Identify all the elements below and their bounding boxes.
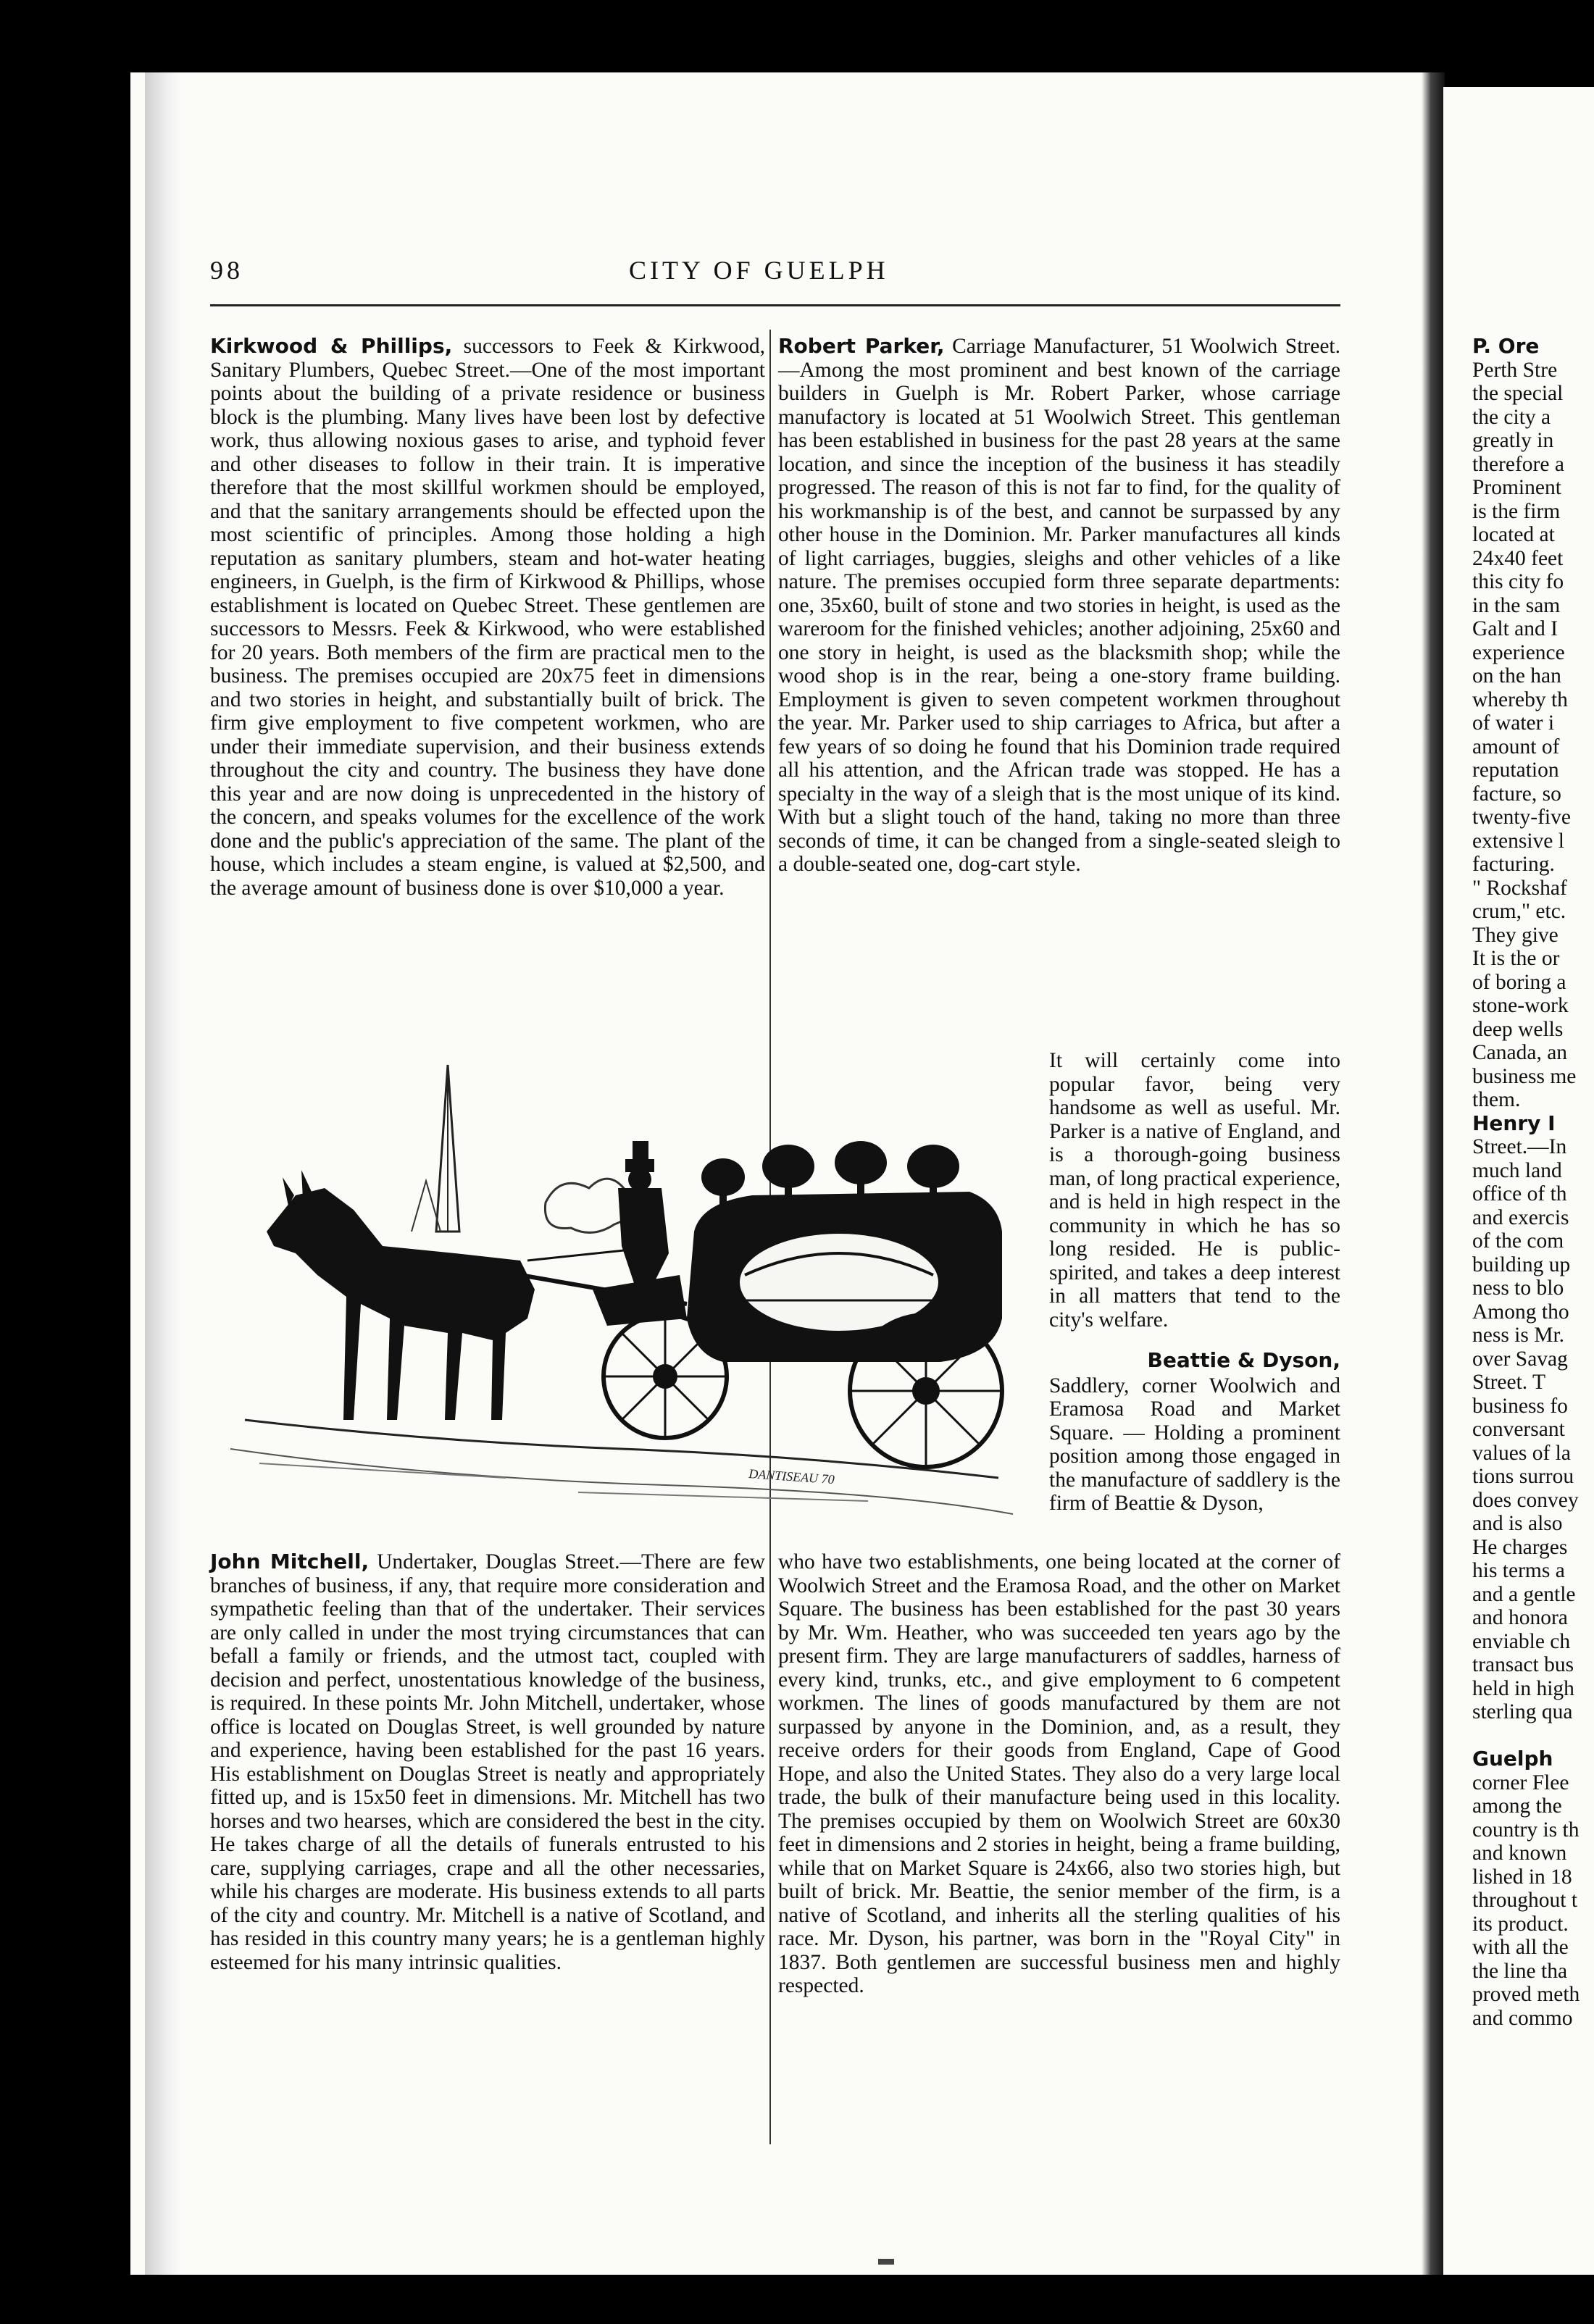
next-page-line: He charges xyxy=(1472,1535,1568,1559)
next-page-line: amount of xyxy=(1472,735,1560,758)
header-rule xyxy=(210,304,1340,306)
next-page-line: business fo xyxy=(1472,1394,1568,1418)
next-page-line: country is th xyxy=(1472,1818,1580,1842)
next-page-line: the city a xyxy=(1472,405,1551,429)
next-page-line: lished in 18 xyxy=(1472,1865,1572,1889)
next-page-line: greatly in xyxy=(1472,429,1554,452)
next-page-line: transact bus xyxy=(1472,1653,1574,1676)
next-page-line: the line tha xyxy=(1472,1959,1568,1983)
next-page-line: and exercis xyxy=(1472,1205,1569,1229)
hearse-engraving-illustration xyxy=(216,1014,1027,1536)
next-page-line: of the com xyxy=(1472,1229,1564,1253)
firm-name: Robert Parker, xyxy=(778,334,945,358)
next-page-line: them. xyxy=(1472,1088,1521,1111)
next-page-line: tions surrou xyxy=(1472,1465,1574,1488)
next-page-line: Galt and I xyxy=(1472,617,1558,640)
article-body: It will certainly come into popular favor, being very handsome as well as useful. Mr. Parker is a native of England, and is a thorough-going business man, of long practical experience, and is held in high respect in the community in which he has so long resided. He is public-spirited, and takes a deep interest in all matters that tend to the city's welfare. xyxy=(1049,1049,1340,1332)
next-page-line: 24x40 feet xyxy=(1472,546,1564,570)
engraver-signature: DANTISEAU 70 xyxy=(748,1466,835,1487)
next-page-line: It is the or xyxy=(1472,947,1560,970)
page-number: 98 xyxy=(210,256,243,285)
next-page-line xyxy=(1472,1724,1594,1748)
next-page-line: crum," etc. xyxy=(1472,900,1566,923)
page-left-edge xyxy=(145,72,181,2275)
article-body: Undertaker, Douglas Street.—There are few branches of business, if any, that require more consideration and sympathetic feeling than that of the undertaker. Their services are only called in under the most trying circumstances that can befall a family or friends, and the utmost tact, coupled with decision and perfect, unostentatious knowledge of the business, is required. In these points Mr. John Mitchell, undertaker, whose office is located on Douglas Street, is well grounded by nature and experience, having been established for the past 16 years. His establishment on Douglas Street is neatly and appropriately fitted up, and is 15x50 feet in dimensions. Mr. Mitchell has two horses and two hearses, which are considered the best in the city. He takes charge of all the details of funerals entrusted to his care, supplying carriages, crape and all the other necessaries, while his charges are moderate. His business extends to all parts of the city and country. Mr. Mitchell is a native of Scotland, and has resided in this country many years; he is a gentleman highly esteemed for his many intrinsic qualities. xyxy=(210,1550,765,1974)
next-page-line: on the han xyxy=(1472,664,1561,687)
next-page-fragment xyxy=(1443,87,1594,2275)
next-page-line: much land xyxy=(1472,1158,1562,1182)
next-page-line: experience xyxy=(1472,640,1565,664)
article-beattie-dyson-intro xyxy=(1049,1349,1340,1516)
next-page-line: Among tho xyxy=(1472,1300,1569,1324)
next-page-line: of boring a xyxy=(1472,970,1566,994)
next-page-line: held in high xyxy=(1472,1676,1574,1700)
next-page-line: enviable ch xyxy=(1472,1629,1571,1653)
next-page-line: Perth Stre xyxy=(1472,358,1558,382)
next-page-line: is the firm xyxy=(1472,499,1561,523)
article-body: who have two establishments, one being located at the corner of Woolwich Street and the Eramosa Road, and the other on Market Square. The business has been established for the past 30 years by Mr. Wm. Heather, who was succeeded ten years ago by the present firm. They are large manufacturers of saddles, harness of every kind, trunks, etc., and give employment to 6 competent workmen. The lines of goods manufactured by them are not surpassed by anyone in the Dominion, and, as a result, they receive orders for their goods from England, Cape of Good Hope, and also the United States. They also do a very large local trade, the bulk of their manufacture being used in this locality. The premises occupied by them on Woolwich Street are 60x30 feet in dimensions and 2 stories in height, being a frame building, while that on Market Square is 24x66, also two stories high, but built of brick. Mr. Beattie, the senior member of the firm, is a native of Scotland, and inherits all the sterling qualities of his race. Mr. Dyson, his partner, was born in the "Royal City" in 1837. Both gentlemen are successful business men and highly respected. xyxy=(778,1550,1340,1997)
next-page-line: building up xyxy=(1472,1253,1571,1276)
next-page-line: over Savag xyxy=(1472,1347,1568,1371)
next-page-line: deep wells xyxy=(1472,1017,1564,1041)
next-page-line: ness to blo xyxy=(1472,1276,1564,1300)
page-gutter xyxy=(1422,72,1445,2275)
next-page-line: and commo xyxy=(1472,2006,1573,2030)
article-robert-parker-continued xyxy=(1049,1049,1340,1332)
next-page-line: ness is Mr. xyxy=(1472,1324,1565,1347)
next-page-line: office of th xyxy=(1472,1182,1567,1205)
next-page-line: proved meth xyxy=(1472,1983,1580,2006)
article-robert-parker xyxy=(778,335,1340,877)
next-page-line: values of la xyxy=(1472,1441,1571,1465)
next-page-line: in the sam xyxy=(1472,593,1561,617)
next-page-line: among the xyxy=(1472,1794,1562,1818)
next-page-line: facture, so xyxy=(1472,782,1561,806)
running-title: CITY OF GUELPH xyxy=(629,256,889,285)
next-page-line: corner Flee xyxy=(1472,1771,1569,1794)
next-page-line: whereby th xyxy=(1472,687,1568,711)
next-page-line: of water i xyxy=(1472,711,1555,735)
next-page-line: conversant xyxy=(1472,1418,1565,1441)
next-page-line: his terms a xyxy=(1472,1559,1565,1582)
next-page-line: sterling qua xyxy=(1472,1700,1573,1723)
firm-name: Kirkwood & Phillips, xyxy=(210,334,453,358)
article-beattie-dyson xyxy=(778,1550,1340,1998)
next-page-line: this city fo xyxy=(1472,570,1564,593)
next-page-line: extensive l xyxy=(1472,829,1564,853)
next-page-text xyxy=(1472,335,1594,2030)
next-page-line: Street. T xyxy=(1472,1371,1546,1394)
next-page-line: facturing. xyxy=(1472,853,1555,876)
next-page-line: and a gentle xyxy=(1472,1582,1576,1606)
article-kirkwood-phillips xyxy=(210,335,765,900)
firm-name: John Mitchell, xyxy=(210,1550,370,1573)
next-page-line: does convey xyxy=(1472,1488,1579,1512)
next-page-line: its product. xyxy=(1472,1912,1569,1936)
next-page-line: Canada, an xyxy=(1472,1041,1568,1064)
next-page-line: twenty-five xyxy=(1472,806,1571,829)
next-page-line: and honora xyxy=(1472,1606,1568,1629)
next-page-line: Street.—In xyxy=(1472,1135,1567,1158)
next-page-line: and is also xyxy=(1472,1512,1563,1535)
next-page-line: stone-work xyxy=(1472,994,1569,1017)
firm-name: Beattie & Dyson, xyxy=(1147,1348,1340,1372)
next-page-line: business me xyxy=(1472,1064,1577,1088)
next-page-line: " Rockshaf xyxy=(1472,876,1567,900)
next-page-line: P. Ore xyxy=(1472,334,1540,358)
article-body: Carriage Manufacturer, 51 Woolwich Street.—Among the most prominent and best known of the carriage builders in Guelph is Mr. Robert Parker, whose carriage manufactory is located at 51 Woolwich Street. This gentleman has been established in business for the past 28 years at the same location, and since the inception of the business it has steadily progressed. The reason of this is not far to find, for the quality of his workmanship is of the best, and cannot be surpassed by any other house in the Dominion. Mr. Parker manufactures all kinds of light carriages, buggies, sleighs and other vehicles of a like nature. The premises occupied form three separate departments: one, 35x60, built of stone and two stories in height, is used as the wareroom for the finished vehicles; another adjoining, 25x60 and one story in height, is used as the blacksmith shop; while the wood shop is in the rear, being a one-story frame building. Employment is given to seven competent workmen throughout the year. Mr. Parker used to ship carriages to Africa, but after a few years of so doing he found that his Dominion trade required all his attention, and the African trade was stopped. He has a specialty in the way of a sleigh that is the most unique of its kind. With but a slight touch of the hand, taking no more than three seconds of time, it can be changed from a single-seated sleigh to a double-seated one, dog-cart style. xyxy=(778,335,1340,876)
page-foot-mark xyxy=(878,2259,894,2265)
next-page-line: reputation xyxy=(1472,758,1559,782)
next-page-line: Prominent xyxy=(1472,476,1561,499)
next-page-line: the special xyxy=(1472,382,1564,405)
next-page-line: and known xyxy=(1472,1842,1567,1865)
next-page-line: Guelph xyxy=(1472,1747,1553,1771)
next-page-line: Henry I xyxy=(1472,1111,1556,1135)
next-page-line: located at xyxy=(1472,523,1555,546)
next-page-line: therefore a xyxy=(1472,452,1564,476)
article-body: successors to Feek & Kirkwood, Sanitary Plumbers, Quebec Street.—One of the most important points about the building of a private residence or business block is the plumbing. Many lives have been lost by defective work, thus allowing noxious gases to arise, and typhoid fever and other diseases to follow in their train. It is imperative therefore that the most skillful workmen should be employed, and that the sanitary arrangements should be effected upon the most scientific of principles. Among those holding a high reputation as sanitary plumbers, steam and hot-water heating engineers, in Guelph, is the firm of Kirkwood & Phillips, whose establishment is located on Quebec Street. These gentlemen are successors to Messrs. Feek & Kirkwood, who were established for 20 years. Both members of the firm are practical men to the business. The premises occupied are 20x75 feet in dimensions and two stories in height, and substantially built of brick. The firm give employment to five competent workmen, who are under their immediate supervision, and their business extends throughout the city and country. The business they have done this year and are now doing is unprecedented in the history of the concern, and speaks volumes for the excellence of the work done and the public's appreciation of the same. The plant of the house, which includes a steam engine, is valued at $2,500, and the average amount of business done is over $10,000 a year. xyxy=(210,335,766,900)
next-page-line: They give xyxy=(1472,923,1558,947)
next-page-line: throughout t xyxy=(1472,1889,1578,1912)
article-john-mitchell xyxy=(210,1550,765,1974)
article-body: Saddlery, corner Woolwich and Eramosa Road and Market Square. — Holding a prominent position among those engaged in the manufacture of saddlery is the firm of Beattie & Dyson, xyxy=(1049,1374,1340,1515)
next-page-line: with all the xyxy=(1472,1936,1569,1959)
